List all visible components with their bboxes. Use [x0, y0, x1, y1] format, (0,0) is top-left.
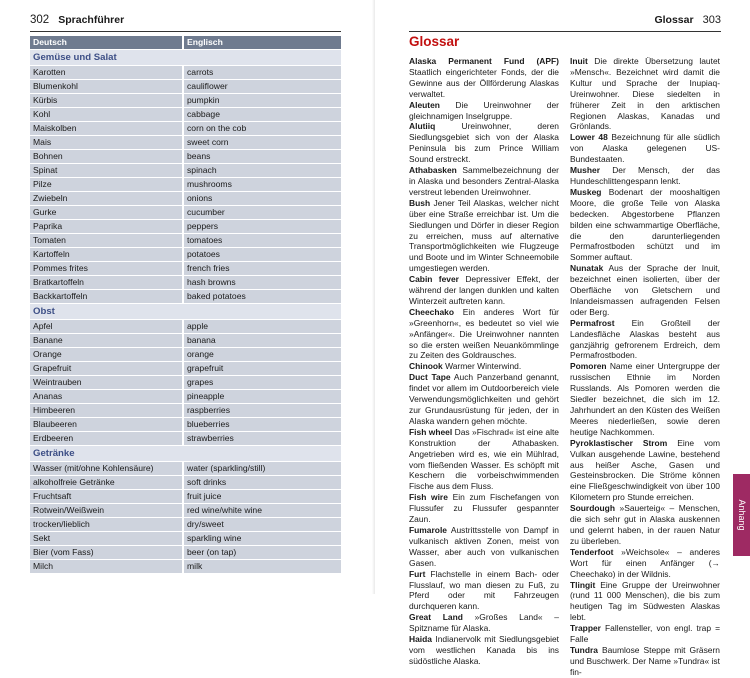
glossary-entry — [570, 645, 720, 678]
glossary-entry — [409, 427, 559, 492]
english-term: baked potatoes — [182, 290, 341, 303]
table-row — [30, 66, 341, 79]
page-number-right: 303 — [702, 14, 721, 26]
glossary-definition: Auch Panzerband genannt, findet vor allem im Outdoorbereich viele Verwendungsmöglichkeiten und gehört zur Grundausrüstung für jeden, der in Alaska wandern gehen möchte. — [409, 372, 559, 426]
glossary-entry — [570, 623, 720, 645]
table-row — [30, 320, 341, 333]
glossary-entry — [409, 361, 559, 372]
glossary-definition: Jener Teil Alaskas, welcher nicht über eine Straße erreichbar ist. Um die Siedlungen und Dörfer in dieser Region zu erreichen, muss auf alternative Transportmöglichkeiten wie Flugzeuge und Boote und im Winter Schneemobile umgestiegen werden. — [409, 197, 559, 274]
table-header — [30, 36, 341, 49]
glossary-term: Duct Tape — [409, 372, 451, 383]
german-term: Pommes frites — [33, 263, 88, 273]
glossary-term: Chinook — [409, 361, 443, 372]
glossary-entry — [409, 569, 559, 613]
header-rule-left — [30, 31, 341, 32]
german-term: Zwiebeln — [33, 193, 68, 203]
glossary-definition: Ureinwohner, deren Siedlungsgebiet sich von der Alaska Peninsula bis zum Prince William Sound erstreckt. — [409, 121, 559, 165]
english-term: onions — [182, 192, 341, 205]
glossary-entry — [409, 612, 559, 634]
german-term: trocken/lieblich — [33, 519, 90, 529]
glossary-definition: Ein Großteil der Landesfläche Alaskas besteht aus ganzjährig gefrorenem Erdreich, dem Permafrostboden. — [570, 317, 720, 361]
glossary-definition: »Sauerteig« – Menschen, die sich sehr gut in Alaska auskennen und gelernt haben, in der rauen Natur zu überleben. — [570, 503, 720, 546]
german-term: Blaubeeren — [33, 419, 77, 429]
table-row — [30, 490, 341, 503]
glossary-definition: »Großes Land« – Spitzname für Alaska. — [409, 612, 559, 634]
glossary-definition: Austrittsstelle von Dampf in vulkanisch aktiven Zonen, meist von Wasser, aber auch von vulkanischen Gasen. — [409, 524, 559, 568]
english-term: raspberries — [182, 404, 341, 417]
german-term: Kartoffeln — [33, 249, 70, 259]
glossary-definition: Indianervolk mit Siedlungsgebiet vom westlichen Kanada bis ins südöstliche Alaska. — [409, 634, 559, 666]
table-section-heading: Gemüse und Salat — [30, 50, 341, 65]
english-term: spinach — [182, 164, 341, 177]
table-row — [30, 108, 341, 121]
table-row — [30, 234, 341, 247]
glossary-term: Alutiiq — [409, 121, 436, 132]
glossary-entry — [409, 634, 559, 667]
glossary-term: Athabasken — [409, 165, 457, 176]
glossary-term: Tenderfoot — [570, 546, 614, 557]
glossary-definition: Name einer Untergruppe der russischen Ethnie im Norden Russlands. Als Pomoren werden die Siedler bezeichnet, die sich im 12. Jahrhundert an den Küsten des Weißen Meeres niederließen, sowie deren heutige Nachkommen. — [570, 361, 720, 437]
glossary-entry — [409, 274, 559, 307]
german-term: Maiskolben — [33, 123, 77, 133]
glossary-entry — [570, 165, 720, 187]
glossary-definition: Depressiver Effekt, der während der langen dunklen und kalten Winterzeit auftreten kann. — [409, 274, 559, 306]
english-term: french fries — [182, 262, 341, 275]
glossary-definition: Der Mensch, der das Hundeschlittengespann lenkt. — [570, 165, 720, 186]
glossary-term: Sourdough — [570, 503, 615, 514]
glossary-term: Pyroklastischer Strom — [570, 437, 668, 448]
english-term: water (sparkling/still) — [182, 462, 341, 475]
glossary-entry — [409, 372, 559, 427]
english-term: pineapple — [182, 390, 341, 403]
german-term: Fruchtsaft — [33, 491, 72, 501]
table-row — [30, 206, 341, 219]
english-term: soft drinks — [182, 476, 341, 489]
glossary-term: Great Land — [409, 612, 463, 623]
glossary-entry — [409, 525, 559, 569]
left-page-header — [30, 14, 124, 26]
glossary-term: Haida — [409, 634, 432, 645]
german-term: Spinat — [33, 165, 58, 175]
glossary-term: Permafrost — [570, 317, 615, 328]
glossary-entry — [570, 56, 720, 132]
glossary-term: Inuit — [570, 56, 588, 66]
table-row — [30, 150, 341, 163]
glossary-term: Lower 48 — [570, 132, 608, 143]
glossary-definition: Flachstelle in einem Bach- oder Flusslauf, wo man diesen zu Fuß, zu Pferd oder mit Fahrzeugen durchqueren kann. — [409, 568, 559, 612]
table-row — [30, 276, 341, 289]
chapter-tab-label: Anhang — [736, 499, 747, 531]
glossary-heading: Glossar — [409, 34, 460, 49]
glossary-definition: Bodenart der mooshaltigen Moore, die große Teile von Alaska bedecken. Abgestorbene Pflanzen bilden eine schwammartige Oberfläche, die den darunterliegenden Permafrostboden schützt und im Sommer auftaut. — [570, 186, 720, 263]
table-row — [30, 136, 341, 149]
vocabulary-table — [30, 36, 341, 573]
table-row — [30, 504, 341, 517]
german-term: alkoholfreie Getränke — [33, 477, 115, 487]
header-english: Englisch — [182, 36, 341, 49]
right-page-header — [654, 14, 721, 26]
glossary-term: Fumarole — [409, 524, 447, 535]
glossary-term: Trapper — [570, 623, 601, 634]
glossary-definition: Ein zum Fischefangen von Flussufer zu Flussufer gespannter Zaun. — [409, 492, 559, 525]
glossary-term: Aleuten — [409, 99, 440, 110]
table-row — [30, 404, 341, 417]
table-row — [30, 178, 341, 191]
glossary-definition: Aus der Sprache der Inuit, bezeichnet einen isolierten, über der Oberfläche von Gletschern und Inlandeismassen aufragenden Felsen oder Berg. — [570, 263, 720, 317]
glossary-entry — [409, 56, 559, 100]
glossary-entry — [570, 187, 720, 263]
header-german: Deutsch — [33, 37, 67, 47]
running-title-left: Sprachführer — [58, 14, 125, 26]
glossary-entry — [570, 547, 720, 580]
table-row — [30, 80, 341, 93]
glossary-entry — [409, 100, 559, 122]
table-row — [30, 94, 341, 107]
glossary-definition: Sammelbezeichnung der in Alaska und besonders Zentral-Alaska verstreut lebenden Ureinwohner. — [409, 165, 559, 197]
german-term: Tomaten — [33, 235, 66, 245]
table-row — [30, 532, 341, 545]
glossary-entry — [570, 580, 720, 624]
glossary-definition: Staatlich eingerichteter Fonds, der die Gewinne aus der Öllförderung Alaskas verwaltet. — [409, 66, 559, 99]
page-number-left: 302 — [30, 14, 50, 26]
german-term: Ananas — [33, 391, 63, 401]
glossary-entry — [570, 132, 720, 165]
english-term: strawberries — [182, 432, 341, 445]
english-term: beans — [182, 150, 341, 163]
german-term: Orange — [33, 349, 62, 359]
english-term: hash browns — [182, 276, 341, 289]
english-term: potatoes — [182, 248, 341, 261]
table-row — [30, 122, 341, 135]
chapter-tab — [733, 474, 750, 556]
glossary-definition: Die direkte Übersetzung lautet »Mensch«. Bezeichnet wird damit die Kultur und Sprache der Inupiaq-Ureinwohner. Diese siedelten in früherer Zeit in den arktischen Regionen Alaskas, Kanadas und Grönlands. — [570, 56, 720, 132]
german-term: Weintrauben — [33, 377, 82, 387]
table-section-heading: Obst — [30, 304, 341, 319]
table-row — [30, 476, 341, 489]
glossary-term: Fish wheel — [409, 426, 453, 437]
glossary-term: Tundra — [570, 644, 598, 655]
glossary-term: Muskeg — [570, 186, 602, 197]
glossary-entry — [570, 361, 720, 437]
glossary-term: Cabin fever — [409, 274, 459, 285]
glossary-definition: Baumlose Steppe mit Gräsern und Buschwerk. Der Name »Tundra« ist fin- — [570, 644, 720, 677]
running-title-right: Glossar — [654, 14, 694, 26]
german-term: Bratkartoffeln — [33, 277, 84, 287]
german-term: Himbeeren — [33, 405, 76, 415]
german-term: Bohnen — [33, 151, 63, 161]
table-row — [30, 432, 341, 445]
german-term: Wasser (mit/ohne Kohlensäure) — [33, 463, 154, 473]
glossary-column-2 — [570, 56, 720, 678]
german-term: Bier (vom Fass) — [33, 547, 94, 557]
german-term: Backkartoffeln — [33, 291, 88, 301]
english-term: mushrooms — [182, 178, 341, 191]
glossary-entry — [570, 503, 720, 547]
english-term: sparkling wine — [182, 532, 341, 545]
glossary-term: Tlingit — [570, 579, 596, 590]
english-term: dry/sweet — [182, 518, 341, 531]
glossary-term: Musher — [570, 165, 601, 176]
glossary-entry — [570, 318, 720, 362]
german-term: Grapefruit — [33, 363, 72, 373]
table-row — [30, 560, 341, 573]
glossary-definition: Bezeichnung für alle südlich von Alaska gelegenen US-Bundestaaten. — [570, 132, 720, 165]
table-row — [30, 334, 341, 347]
german-term: Paprika — [33, 221, 63, 231]
table-row — [30, 220, 341, 233]
english-term: pumpkin — [182, 94, 341, 107]
header-rule-right — [409, 31, 721, 32]
german-term: Banane — [33, 335, 63, 345]
glossary-entry — [409, 198, 559, 274]
glossary-definition: Das »Fischrad« ist eine alte Konstruktion der Athabasken. Angetrieben wird es, wie ein Mühlrad, vom fließenden Wasser. Es schöpft mit Keschern die vorbeischwimmenden Fische aus dem Fluss. — [409, 426, 559, 492]
glossary-definition: Ein anderes Wort für »Greenhorn«, es bedeutet so viel wie »Anfänger«. Die Ureinwohner nannten so die ersten weißen Neuankömmlinge zu Zeiten des Goldrausches. — [409, 306, 559, 361]
glossary-term: Cheechako — [409, 306, 455, 317]
glossary-definition: Die Ureinwohner der gleichnamigen Inselgruppe. — [409, 99, 559, 121]
english-term: blueberries — [182, 418, 341, 431]
glossary-entry — [570, 263, 720, 318]
glossary-term: Bush — [409, 197, 431, 208]
german-term: Erdbeeren — [33, 433, 74, 443]
english-term: sweet corn — [182, 136, 341, 149]
glossary-term: Fish wire — [409, 492, 448, 503]
german-term: Milch — [33, 561, 54, 571]
table-row — [30, 262, 341, 275]
glossary-term: Nunatak — [570, 263, 604, 274]
glossary-entry — [409, 121, 559, 165]
table-section-heading: Getränke — [30, 446, 341, 461]
english-term: orange — [182, 348, 341, 361]
english-term: milk — [182, 560, 341, 573]
glossary-term: Alaska Permanent Fund (APF) — [409, 56, 559, 66]
glossary-definition: Fallensteller, von engl. trap = Falle — [570, 623, 720, 645]
german-term: Kürbis — [33, 95, 58, 105]
german-term: Rotwein/Weißwein — [33, 505, 105, 515]
glossary-definition: Eine vom Vulkan ausgehende Lawine, bestehend aus heißer Asche, Gasen und Gesteinsbrocken. Die Ströme können eine Fließgeschwindigkeit von über 100 Kilometern pro Stunde erreichen. — [570, 437, 721, 503]
english-term: beer (on tap) — [182, 546, 341, 559]
left-page — [0, 0, 375, 594]
english-term: banana — [182, 334, 341, 347]
glossary-entry — [409, 165, 559, 198]
glossary-definition: »Weichsole« – anderes Wort für einen Anfänger (→ Cheechako) in der Wildnis. — [570, 546, 720, 579]
german-term: Kohl — [33, 109, 51, 119]
english-term: corn on the cob — [182, 122, 341, 135]
german-term: Blumenkohl — [33, 81, 78, 91]
german-term: Mais — [33, 137, 52, 147]
table-row — [30, 362, 341, 375]
table-row — [30, 248, 341, 261]
english-term: peppers — [182, 220, 341, 233]
glossary-column-1 — [409, 56, 559, 667]
table-row — [30, 164, 341, 177]
english-term: cabbage — [182, 108, 341, 121]
glossary-definition: Warmer Winterwind. — [442, 361, 522, 372]
english-term: tomatoes — [182, 234, 341, 247]
english-term: fruit juice — [182, 490, 341, 503]
german-term: Apfel — [33, 321, 53, 331]
german-term: Pilze — [33, 179, 52, 189]
glossary-entry — [409, 492, 559, 525]
table-row — [30, 348, 341, 361]
english-term: apple — [182, 320, 341, 333]
table-row — [30, 192, 341, 205]
english-term: carrots — [182, 66, 341, 79]
english-term: cauliflower — [182, 80, 341, 93]
english-term: red wine/white wine — [182, 504, 341, 517]
german-term: Sekt — [33, 533, 51, 543]
table-row — [30, 546, 341, 559]
glossary-term: Pomoren — [570, 361, 607, 372]
english-term: cucumber — [182, 206, 341, 219]
glossary-entry — [570, 438, 720, 503]
german-term: Karotten — [33, 67, 66, 77]
table-row — [30, 518, 341, 531]
glossary-entry — [409, 307, 559, 362]
table-row — [30, 376, 341, 389]
german-term: Gurke — [33, 207, 57, 217]
english-term: grapefruit — [182, 362, 341, 375]
table-row — [30, 390, 341, 403]
table-row — [30, 418, 341, 431]
glossary-term: Furt — [409, 568, 426, 579]
table-row — [30, 462, 341, 475]
table-row — [30, 290, 341, 303]
english-term: grapes — [182, 376, 341, 389]
glossary-definition: Eine Gruppe der Ureinwohner (rund 11 000 Menschen), die bis zum heutigen Tag im Südwesten Alaskas lebt. — [570, 579, 720, 623]
